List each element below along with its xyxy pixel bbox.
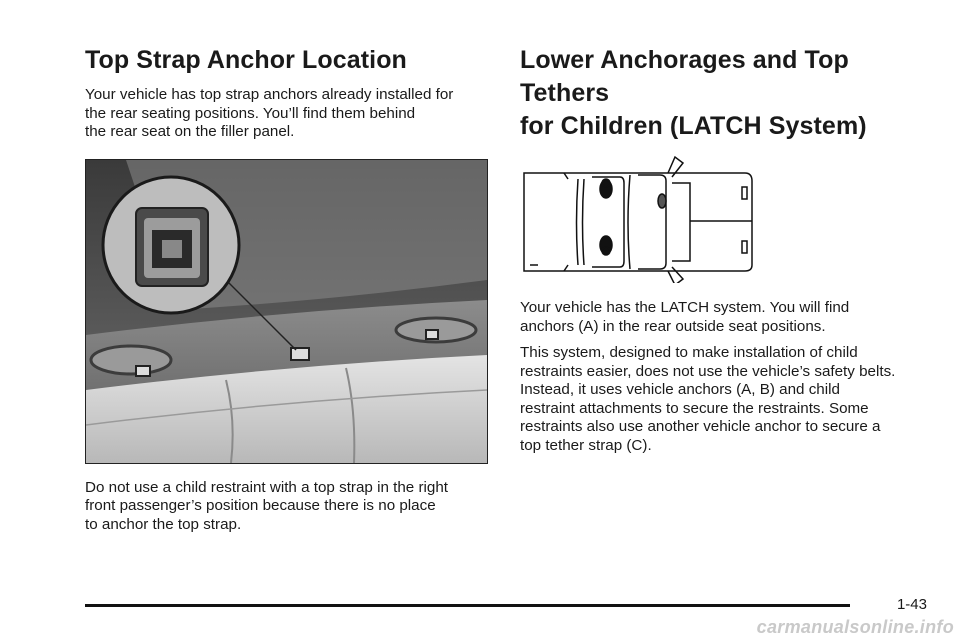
- footer-rule: [85, 604, 850, 607]
- top-strap-warning-paragraph: Do not use a child restraint with a top strap in the right front passenger’s position because there is no place to anchor the top strap.: [85, 478, 449, 533]
- watermark: carmanualsonline.info: [756, 617, 954, 637]
- shelf-anchor-icon: [291, 348, 309, 360]
- page-number: 1-43: [896, 596, 927, 613]
- latch-intro-paragraph: Your vehicle has the LATCH system. You will find anchors (A) in the rear outside seat positions.: [520, 299, 850, 335]
- rear-seat-anchor-photo: [85, 159, 488, 464]
- right-column: [520, 44, 930, 455]
- left-column: [85, 44, 490, 534]
- tether-anchor-icon: [658, 194, 666, 208]
- latch-details-paragraph: This system, designed to make installation of child restraints easier, does not use the vehicle’s safety belts. Instead, it uses vehicle anchors (A, B) and child restraint attachments to secure the restraints. Some restraints also use another vehicle anchor to secure a top tether strap (C).: [520, 344, 896, 454]
- latch-heading: Lower Anchorages and Top Tethers for Children (LATCH System): [520, 46, 867, 140]
- latch-vehicle-diagram: [520, 153, 760, 283]
- top-strap-intro-paragraph: Your vehicle has top strap anchors already installed for the rear seating positions. You’ll find them behind the rear seat on the filler panel.: [85, 86, 454, 140]
- left-speaker-icon: [91, 346, 171, 374]
- top-strap-heading: Top Strap Anchor Location: [85, 46, 407, 74]
